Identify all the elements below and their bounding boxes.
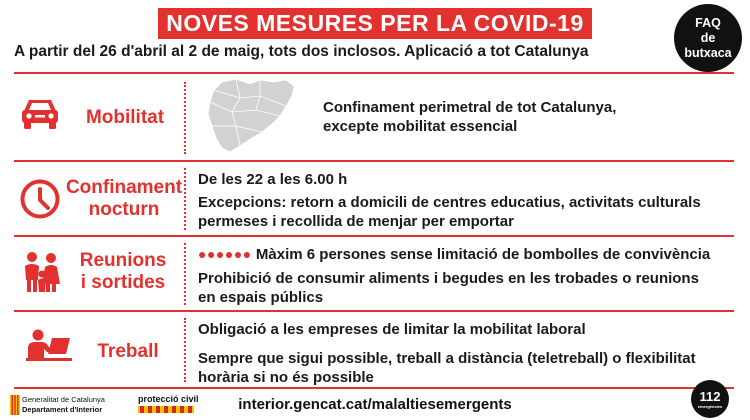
emergency-number: 112: [699, 389, 721, 404]
proteccio-civil-text: protecció civil: [138, 394, 199, 404]
page-title: NOVES MESURES PER LA COVID-19: [158, 8, 592, 39]
section-label-nocturn: [64, 177, 184, 221]
car-icon: [20, 96, 60, 132]
faq-badge[interactable]: [674, 4, 742, 72]
separator-bottom: [14, 387, 734, 389]
nocturn-text-2: Excepcions: retorn a domicili de centres educatius, activitats culturals permeses i recollida de menjar per emportar: [198, 194, 701, 230]
nocturn-text-1: De les 22 a les 6.00 h: [198, 171, 348, 188]
page-subtitle: A partir del 26 d'abril al 2 de maig, tots dos inclosos. Aplicació a tot Catalunya: [14, 43, 589, 60]
section-label-reunions: [68, 250, 178, 294]
section-label-nocturn-line2: nocturn: [88, 199, 160, 220]
gencat-name: Generalitat de Catalunya: [22, 395, 105, 404]
section-label-treball: Treball: [97, 341, 159, 362]
section-label-reunions-line2: i sortides: [80, 272, 166, 293]
separator-top: [14, 72, 734, 74]
footer-url-link[interactable]: interior.gencat.cat/malaltiesemergents: [238, 396, 512, 413]
faq-badge-line2: de: [700, 30, 716, 45]
divider-treball: [184, 318, 186, 382]
family-icon: [22, 250, 62, 294]
section-label-nocturn-line1: Confinament: [65, 177, 183, 198]
reunions-text-1: [198, 245, 748, 264]
divider-reunions: [184, 243, 186, 305]
reunions-text-2: Prohibició de consumir aliments i begudes en les trobades o reunions en espais públics: [198, 270, 699, 306]
faq-badge-line3: butxaca: [684, 45, 732, 60]
treball-text-1: Obligació a les empreses de limitar la mobilitat laboral: [198, 321, 586, 338]
mobilitat-text: Confinament perimetral de tot Catalunya, excepte mobilitat essencial: [323, 99, 617, 135]
reunions-text-1-label: Màxim 6 persones sense limitació de bombolles de convivència: [255, 246, 711, 263]
six-persons-dots: ●●●●●●: [198, 246, 252, 262]
treball-text-2: Sempre que sigui possible, treball a distància (teletreball) o flexibilitat horària si no és possible: [198, 350, 696, 386]
divider-mobilitat: [184, 82, 186, 154]
laptop-worker-icon: [24, 328, 74, 364]
separator-1: [14, 160, 734, 162]
separator-2: [14, 235, 734, 237]
emergency-112-badge: [691, 380, 729, 418]
section-label-mobilitat: Mobilitat: [85, 107, 165, 128]
separator-3: [14, 310, 734, 312]
section-label-reunions-line1: Reunions: [79, 250, 167, 271]
faq-badge-line1: FAQ: [695, 15, 721, 30]
catalonia-map-icon: [200, 76, 300, 156]
divider-nocturn: [184, 168, 186, 230]
clock-icon: [19, 178, 61, 220]
emergency-label: emergències: [697, 404, 723, 409]
gencat-department: Departament d'Interior: [22, 405, 103, 414]
